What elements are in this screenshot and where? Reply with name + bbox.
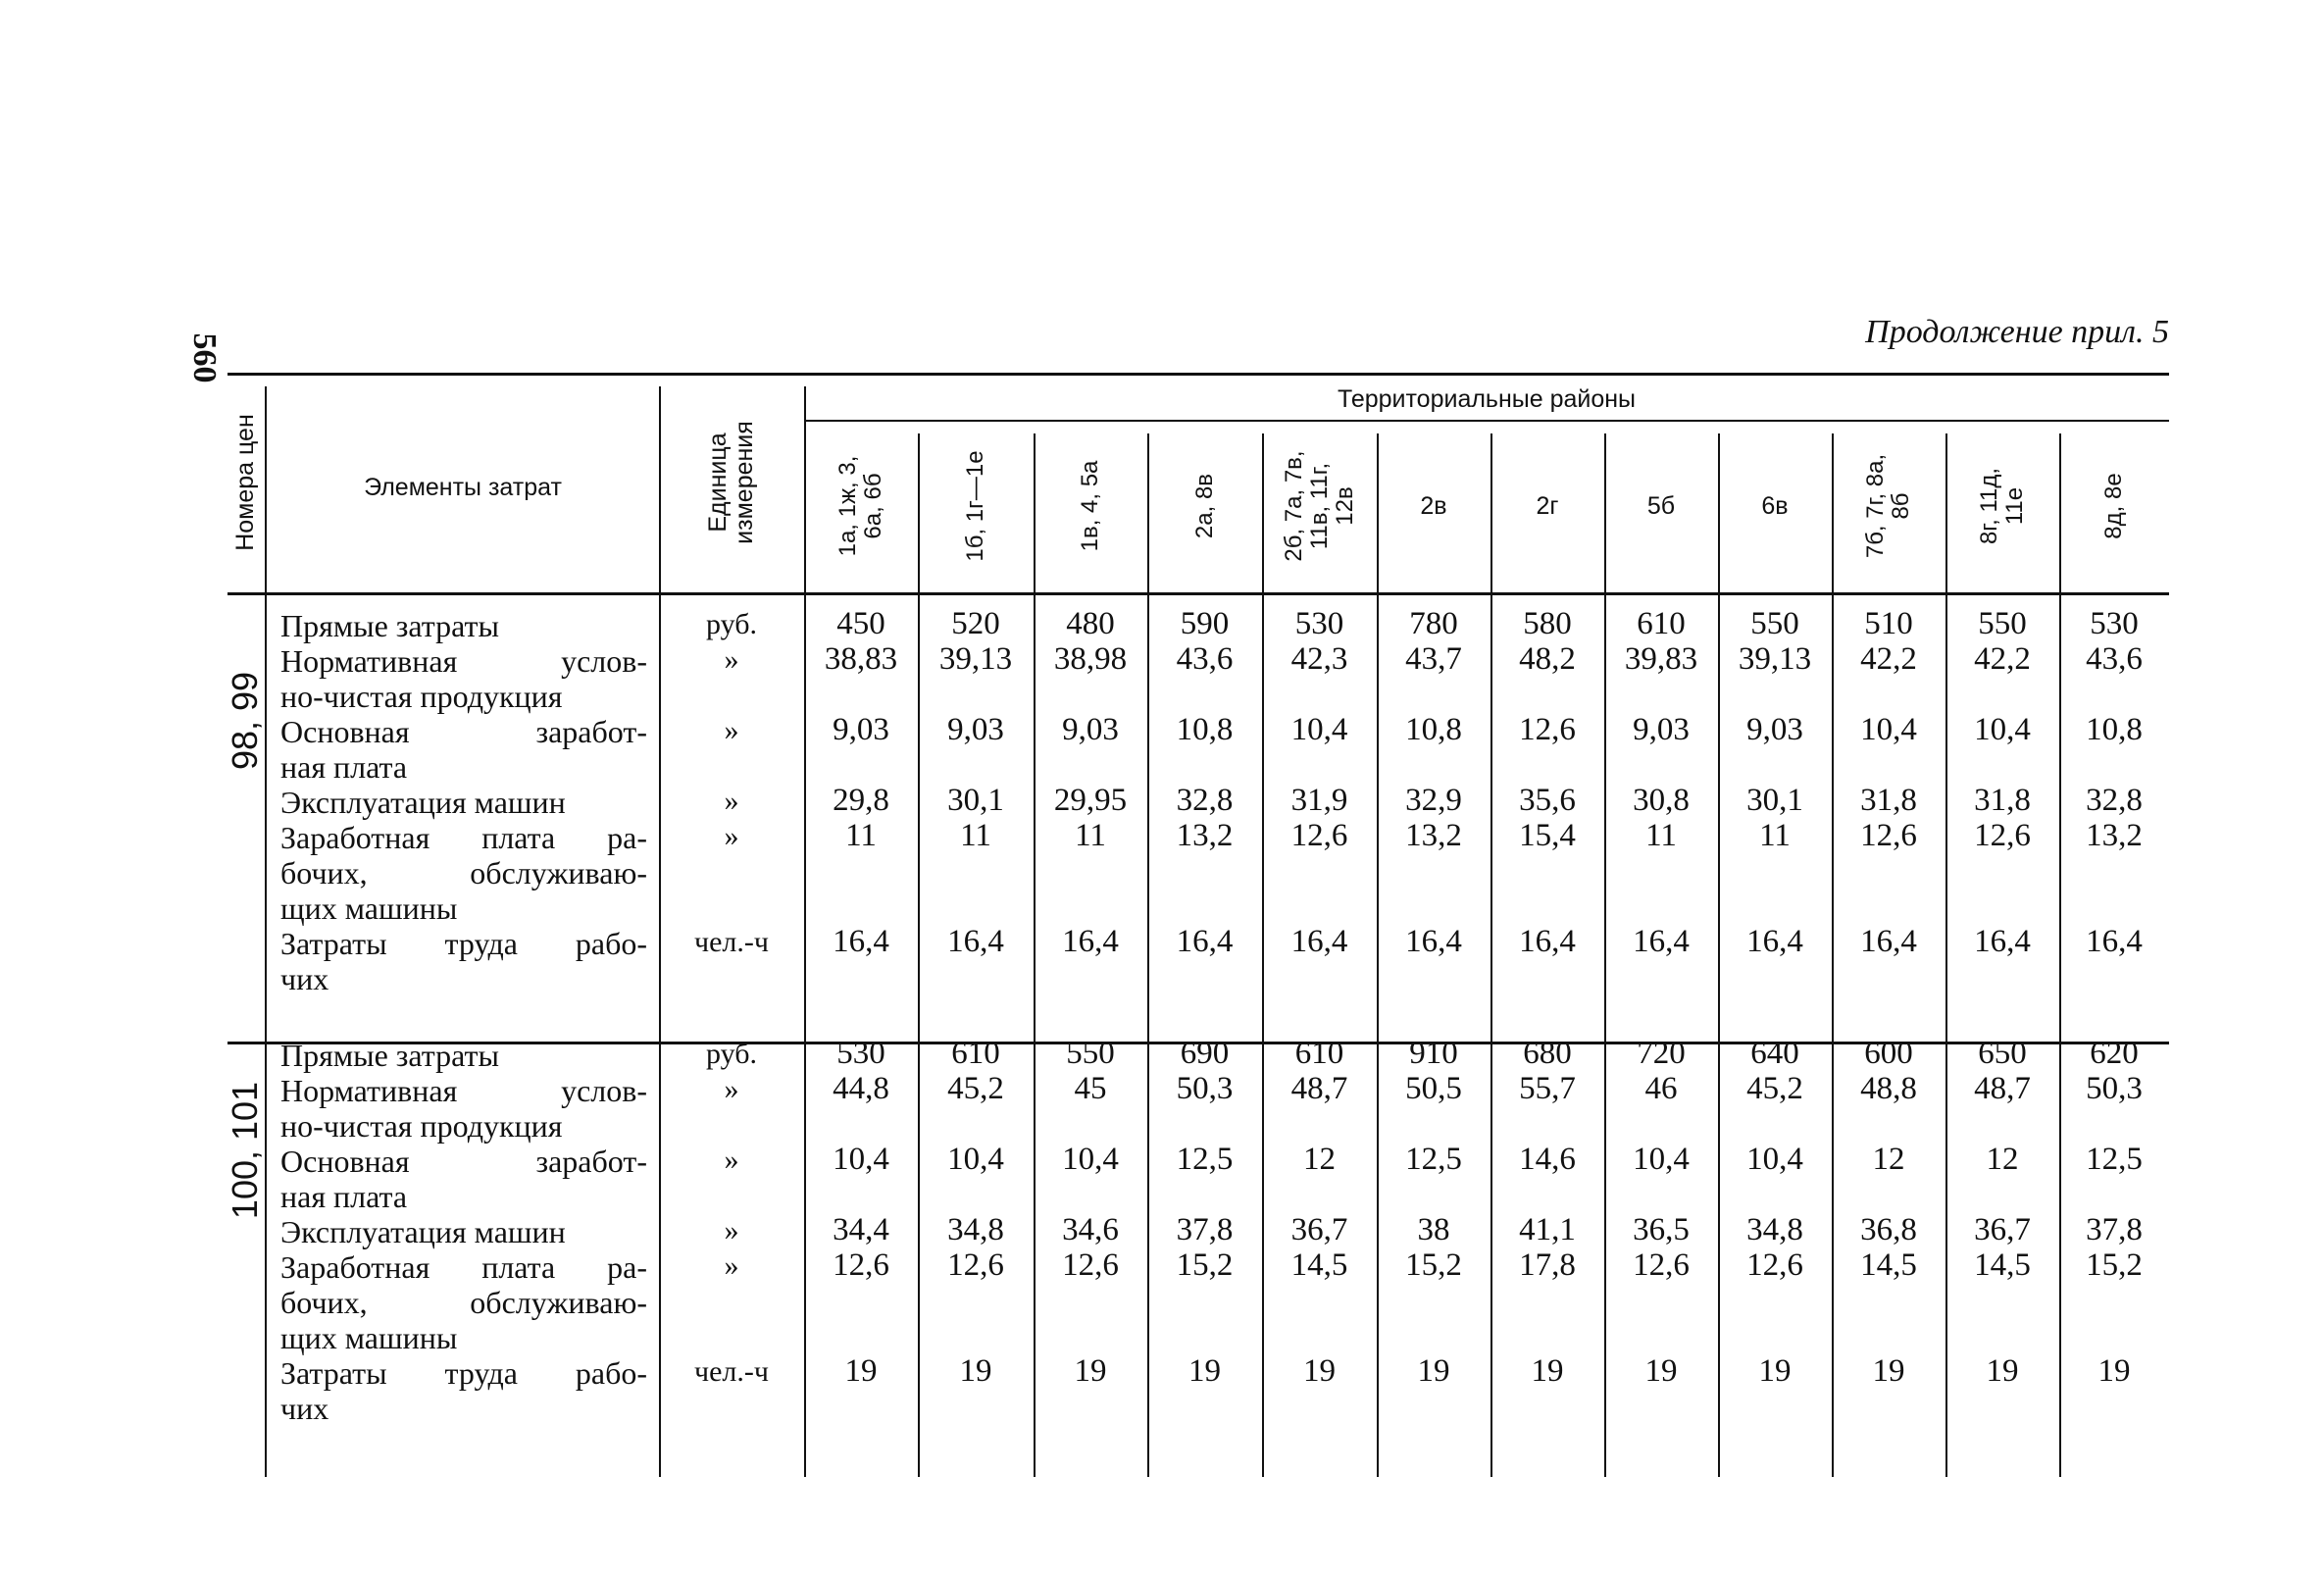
cost-element-label-line: чих	[280, 1391, 329, 1426]
unit-cell: »	[724, 714, 739, 746]
value-cell: 46	[1644, 1071, 1678, 1106]
value-cell: 16,4	[1633, 924, 1690, 959]
value-cell: 13,2	[1176, 818, 1234, 853]
value-cell: 43,6	[2086, 641, 2143, 677]
value-cell: 32,9	[1405, 783, 1462, 818]
unit-cell: »	[724, 1144, 739, 1176]
region-header	[834, 428, 888, 585]
value-cell: 19	[1872, 1353, 1905, 1389]
cost-element-label-line: Нормативная услов-	[280, 643, 647, 679]
value-cell: 16,4	[1519, 924, 1576, 959]
value-cell: 48,7	[1290, 1071, 1348, 1106]
value-cell: 19	[1758, 1353, 1792, 1389]
cost-element-label-line: Затраты труда рабо-	[280, 1355, 647, 1391]
cost-element-label-line: бочих, обслуживаю-	[280, 1285, 647, 1320]
cost-element-label-line: Прямые затраты	[280, 608, 500, 643]
rule	[918, 433, 920, 1477]
region-header-line: 1б, 1г—1е	[962, 450, 988, 562]
value-cell: 32,8	[1176, 783, 1234, 818]
cost-element-label-line: но-чистая продукция	[280, 1108, 563, 1144]
value-cell: 550	[1066, 1036, 1115, 1071]
value-cell: 31,8	[1860, 783, 1917, 818]
value-cell: 15,2	[1176, 1247, 1234, 1283]
cost-element-label-line: Эксплуатация машин	[280, 1214, 566, 1249]
value-cell: 12,6	[1519, 712, 1576, 747]
region-header-line: 2б, 7а, 7в,	[1280, 450, 1307, 562]
region-header-line: 11в, 11г,	[1305, 462, 1333, 550]
value-cell: 41,1	[1519, 1212, 1576, 1247]
value-cell: 650	[1978, 1036, 2027, 1071]
continuation-caption: Продолжение прил. 5	[1865, 314, 2169, 350]
value-cell: 610	[1294, 1036, 1344, 1071]
value-cell: 13,2	[1405, 818, 1462, 853]
region-header-line: 8б	[1888, 492, 1914, 520]
region-header	[1076, 428, 1105, 585]
region-header-line: 11е	[2001, 486, 2028, 526]
value-cell: 12,6	[833, 1247, 889, 1283]
cost-element-label-line: но-чистая продукция	[280, 679, 563, 714]
unit-cell: чел.-ч	[694, 1355, 769, 1388]
value-cell: 16,4	[833, 924, 889, 959]
region-header-line: 1в, 4, 5а	[1077, 460, 1103, 552]
value-cell: 13,2	[2086, 818, 2143, 853]
value-cell: 620	[2090, 1036, 2139, 1071]
value-cell: 11	[1759, 818, 1791, 853]
cost-element-label-line: Заработная плата ра-	[280, 820, 647, 855]
value-cell: 50,3	[1176, 1071, 1234, 1106]
value-cell: 9,03	[833, 712, 889, 747]
value-cell: 12	[1986, 1142, 2019, 1177]
value-cell: 10,4	[1860, 712, 1917, 747]
value-cell: 38,98	[1053, 641, 1128, 677]
value-cell: 45	[1074, 1071, 1107, 1106]
value-cell: 910	[1409, 1036, 1458, 1071]
region-header-line: 7б, 7г, 8а,	[1862, 453, 1889, 559]
cost-element-label-line: бочих, обслуживаю-	[280, 855, 647, 890]
value-cell: 16,4	[1062, 924, 1119, 959]
value-cell: 12,6	[1062, 1247, 1119, 1283]
value-cell: 43,6	[1176, 641, 1234, 677]
region-header	[1861, 428, 1916, 585]
value-cell: 12,6	[1860, 818, 1917, 853]
value-cell: 11	[1075, 818, 1106, 853]
unit-cell: »	[724, 1073, 739, 1105]
price-numbers-header: Номера цен	[230, 414, 259, 551]
value-cell: 12,6	[1974, 818, 2031, 853]
value-cell: 680	[1523, 1036, 1572, 1071]
value-cell: 44,8	[833, 1071, 889, 1106]
value-cell: 480	[1066, 606, 1115, 641]
territorial-districts-header: Территориальные районы	[1337, 384, 1637, 413]
value-cell: 16,4	[1405, 924, 1462, 959]
value-cell: 34,8	[947, 1212, 1004, 1247]
value-cell: 55,7	[1519, 1071, 1576, 1106]
value-cell: 12,6	[1633, 1247, 1690, 1283]
value-cell: 42,2	[1860, 641, 1917, 677]
value-cell: 19	[1074, 1353, 1107, 1389]
value-cell: 780	[1409, 606, 1458, 641]
value-cell: 690	[1180, 1036, 1230, 1071]
value-cell: 10,4	[1633, 1142, 1690, 1177]
value-cell: 34,4	[833, 1212, 889, 1247]
value-cell: 36,7	[1974, 1212, 2031, 1247]
value-cell: 19	[1986, 1353, 2019, 1389]
value-cell: 14,5	[1860, 1247, 1917, 1283]
value-cell: 9,03	[1746, 712, 1803, 747]
region-header-line: 2а, 8в	[1190, 473, 1218, 539]
value-cell: 48,7	[1974, 1071, 2031, 1106]
value-cell: 11	[1645, 818, 1677, 853]
value-cell: 10,4	[1290, 712, 1348, 747]
value-cell: 12	[1872, 1142, 1905, 1177]
value-cell: 11	[960, 818, 991, 853]
cost-element-label	[280, 926, 647, 996]
value-cell: 530	[1294, 606, 1344, 641]
region-header	[1190, 428, 1220, 585]
cost-element-label-line: Затраты труда рабо-	[280, 926, 647, 961]
value-cell: 32,8	[2086, 783, 2143, 818]
value-cell: 10,4	[1974, 712, 2031, 747]
value-cell: 9,03	[1062, 712, 1119, 747]
value-cell: 48,8	[1860, 1071, 1917, 1106]
value-cell: 12,6	[1746, 1247, 1803, 1283]
value-cell: 450	[836, 606, 885, 641]
value-cell: 11	[845, 818, 877, 853]
value-cell: 45,2	[1746, 1071, 1803, 1106]
value-cell: 16,4	[1974, 924, 2031, 959]
value-cell: 15,2	[1405, 1247, 1462, 1283]
cost-element-label-line: Основная заработ-	[280, 1144, 647, 1179]
region-header: 2в	[1420, 491, 1447, 520]
value-cell: 10,4	[833, 1142, 889, 1177]
value-cell: 9,03	[1633, 712, 1690, 747]
value-cell: 39,13	[1738, 641, 1812, 677]
rule	[227, 592, 2169, 595]
value-cell: 31,9	[1290, 783, 1348, 818]
value-cell: 15,4	[1519, 818, 1576, 853]
region-header: 6в	[1761, 491, 1789, 520]
value-cell: 30,1	[947, 783, 1004, 818]
value-cell: 36,8	[1860, 1212, 1917, 1247]
region-header: 2г	[1536, 491, 1559, 520]
value-cell: 19	[1644, 1353, 1678, 1389]
cost-elements-header: Элементы затрат	[364, 473, 562, 501]
value-cell: 37,8	[2086, 1212, 2143, 1247]
value-cell: 600	[1864, 1036, 1913, 1071]
value-cell: 580	[1523, 606, 1572, 641]
value-cell: 610	[951, 1036, 1000, 1071]
value-cell: 16,4	[2086, 924, 2143, 959]
unit-cell: чел.-ч	[694, 926, 769, 958]
cost-element-label	[280, 608, 647, 643]
cost-element-label	[280, 1038, 647, 1073]
region-header-line: 12в	[1331, 486, 1358, 526]
region-header	[961, 428, 990, 585]
rule	[659, 386, 661, 1477]
cost-element-label	[280, 1073, 647, 1144]
unit-cell: »	[724, 643, 739, 676]
value-cell: 14,5	[1290, 1247, 1348, 1283]
cost-element-label-line: Заработная плата ра-	[280, 1249, 647, 1285]
region-header	[1280, 428, 1360, 585]
region-header-line: 1а, 1ж, 3,	[834, 455, 861, 557]
cost-element-label	[280, 785, 647, 820]
value-cell: 16,4	[1290, 924, 1348, 959]
cost-element-label-line: Прямые затраты	[280, 1038, 500, 1073]
value-cell: 45,2	[947, 1071, 1004, 1106]
value-cell: 19	[959, 1353, 992, 1389]
rule	[227, 373, 2169, 376]
value-cell: 12,5	[1405, 1142, 1462, 1177]
page-number: 560	[186, 332, 223, 383]
value-cell: 16,4	[1746, 924, 1803, 959]
value-cell: 14,6	[1519, 1142, 1576, 1177]
value-cell: 39,83	[1624, 641, 1698, 677]
cost-element-label	[280, 1249, 647, 1355]
value-cell: 10,8	[1405, 712, 1462, 747]
value-cell: 640	[1750, 1036, 1799, 1071]
value-cell: 10,4	[1062, 1142, 1119, 1177]
value-cell: 16,4	[1860, 924, 1917, 959]
cost-element-label-line: щих машины	[280, 890, 458, 926]
value-cell: 12,6	[1290, 818, 1348, 853]
price-number-group: 98, 99	[225, 671, 265, 771]
value-cell: 10,8	[1176, 712, 1234, 747]
unit-cell: »	[724, 1214, 739, 1246]
unit-cell: »	[724, 785, 739, 817]
value-cell: 42,3	[1290, 641, 1348, 677]
value-cell: 15,2	[2086, 1247, 2143, 1283]
cost-element-label-line: Эксплуатация машин	[280, 785, 566, 820]
cost-element-label-line: щих машины	[280, 1320, 458, 1355]
value-cell: 29,8	[833, 783, 889, 818]
cost-element-label	[280, 1144, 647, 1214]
region-header	[1975, 428, 2030, 585]
value-cell: 50,5	[1405, 1071, 1462, 1106]
value-cell: 19	[844, 1353, 878, 1389]
value-cell: 12,5	[2086, 1142, 2143, 1177]
value-cell: 12,5	[1176, 1142, 1234, 1177]
cost-element-label	[280, 643, 647, 714]
value-cell: 9,03	[947, 712, 1004, 747]
cost-element-label-line: Основная заработ-	[280, 714, 647, 749]
value-cell: 38	[1417, 1212, 1450, 1247]
value-cell: 39,13	[938, 641, 1013, 677]
value-cell: 17,8	[1519, 1247, 1576, 1283]
value-cell: 12,6	[947, 1247, 1004, 1283]
value-cell: 530	[2090, 606, 2139, 641]
unit-header-line2: измерения	[731, 421, 758, 544]
cost-element-label-line: Нормативная услов-	[280, 1073, 647, 1108]
value-cell: 30,8	[1633, 783, 1690, 818]
unit-cell: руб.	[706, 1038, 757, 1070]
value-cell: 42,2	[1974, 641, 2031, 677]
value-cell: 19	[1188, 1353, 1221, 1389]
cost-element-label	[280, 820, 647, 926]
value-cell: 14,5	[1974, 1247, 2031, 1283]
value-cell: 50,3	[2086, 1071, 2143, 1106]
unit-header	[702, 384, 761, 581]
value-cell: 19	[2097, 1353, 2131, 1389]
value-cell: 10,4	[947, 1142, 1004, 1177]
value-cell: 520	[951, 606, 1000, 641]
unit-cell: »	[724, 820, 739, 852]
value-cell: 550	[1978, 606, 2027, 641]
value-cell: 36,7	[1290, 1212, 1348, 1247]
value-cell: 29,95	[1053, 783, 1128, 818]
region-header: 5б	[1646, 491, 1676, 520]
value-cell: 12	[1303, 1142, 1336, 1177]
value-cell: 36,5	[1633, 1212, 1690, 1247]
value-cell: 590	[1180, 606, 1230, 641]
value-cell: 19	[1303, 1353, 1336, 1389]
value-cell: 19	[1417, 1353, 1450, 1389]
cost-element-label-line: ная плата	[280, 1179, 408, 1214]
value-cell: 10,4	[1746, 1142, 1803, 1177]
value-cell: 510	[1864, 606, 1913, 641]
region-header	[2099, 428, 2129, 585]
value-cell: 31,8	[1974, 783, 2031, 818]
value-cell: 610	[1637, 606, 1686, 641]
value-cell: 34,6	[1062, 1212, 1119, 1247]
value-cell: 34,8	[1746, 1212, 1803, 1247]
cost-element-label-line: ная плата	[280, 749, 408, 785]
value-cell: 43,7	[1405, 641, 1462, 677]
value-cell: 720	[1637, 1036, 1686, 1071]
cost-element-label	[280, 1355, 647, 1426]
unit-header-line1: Единица	[704, 432, 732, 533]
value-cell: 16,4	[1176, 924, 1234, 959]
value-cell: 550	[1750, 606, 1799, 641]
value-cell: 48,2	[1519, 641, 1576, 677]
value-cell: 35,6	[1519, 783, 1576, 818]
value-cell: 38,83	[824, 641, 898, 677]
region-header-line: 8г, 11д,	[1976, 467, 2002, 545]
value-cell: 530	[836, 1036, 885, 1071]
rule	[804, 420, 2169, 422]
price-number-group: 100, 101	[225, 1081, 265, 1220]
region-header-line: 8д, 8е	[2100, 473, 2127, 539]
cost-element-label	[280, 714, 647, 785]
cost-element-label	[280, 1214, 647, 1249]
value-cell: 19	[1531, 1353, 1564, 1389]
unit-cell: »	[724, 1249, 739, 1282]
unit-cell: руб.	[706, 608, 757, 640]
value-cell: 16,4	[947, 924, 1004, 959]
cost-element-label-line: чих	[280, 961, 329, 996]
value-cell: 37,8	[1176, 1212, 1234, 1247]
region-header-line: 6а, 6б	[860, 473, 886, 539]
value-cell: 30,1	[1746, 783, 1803, 818]
value-cell: 10,8	[2086, 712, 2143, 747]
